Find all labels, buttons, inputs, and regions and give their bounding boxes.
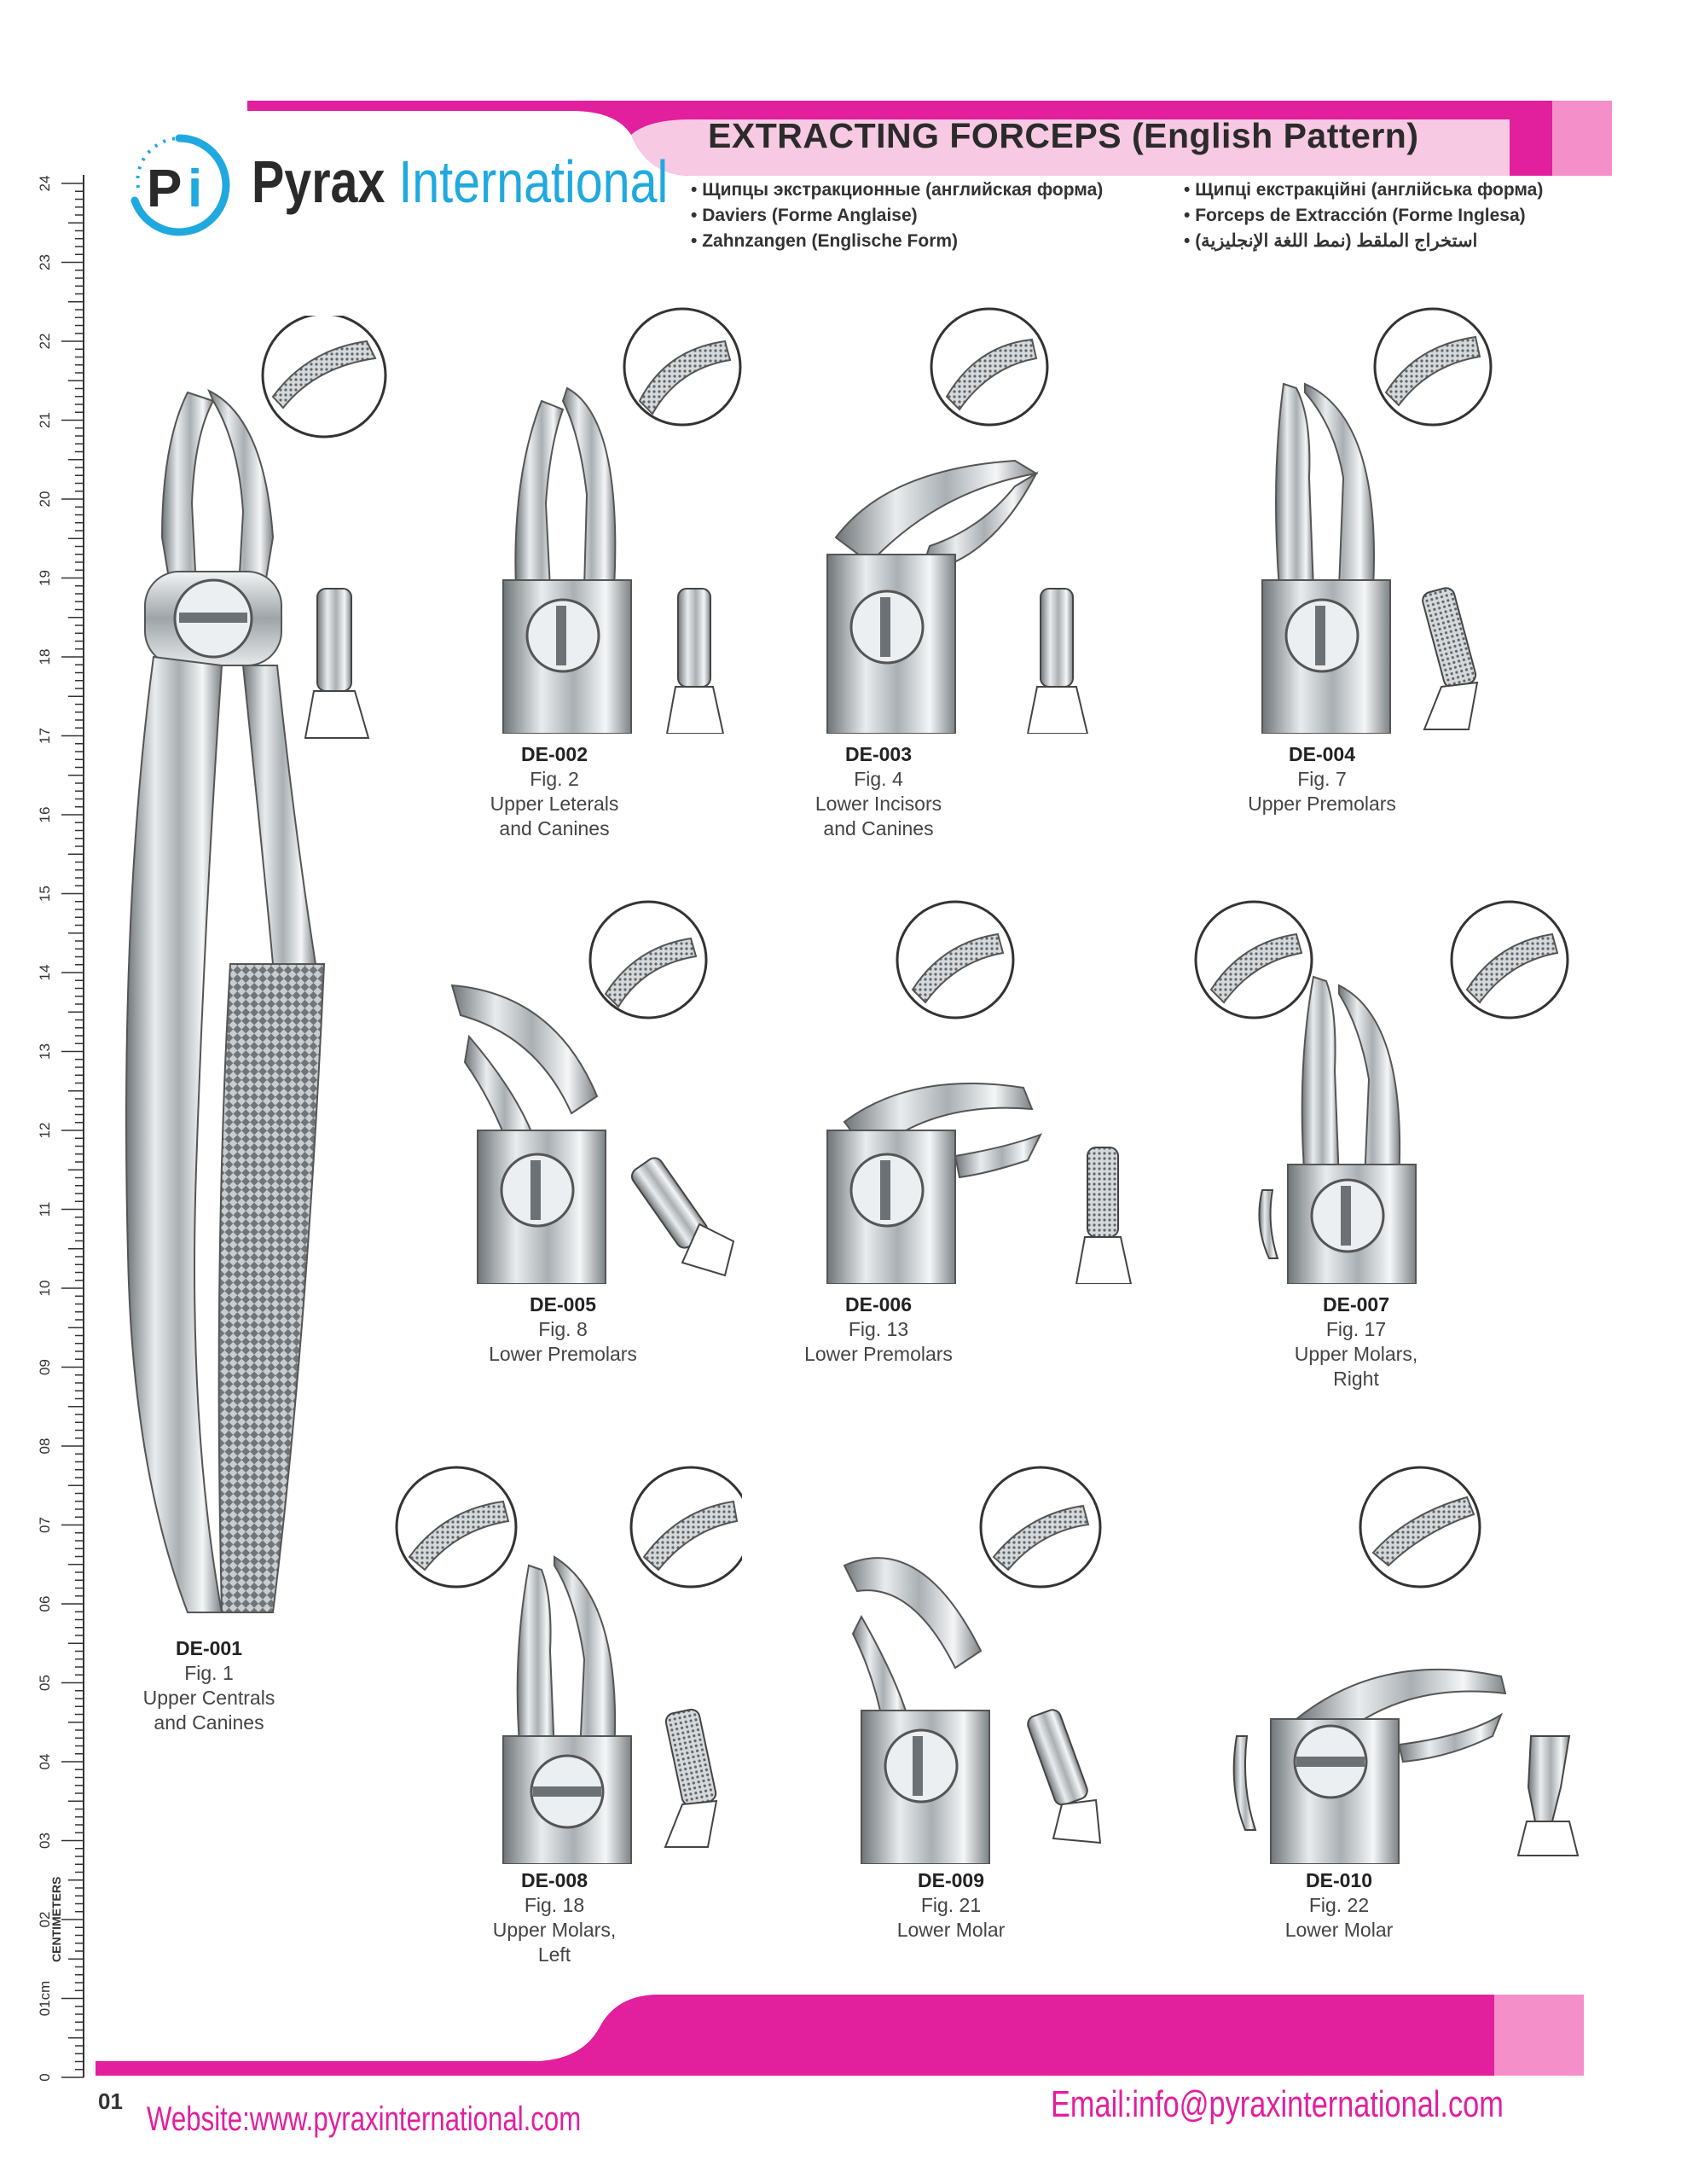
product-description: Right bbox=[1333, 1368, 1379, 1390]
ruler-label: 21 bbox=[37, 412, 53, 428]
product-description: Lower Molar bbox=[896, 1919, 1006, 1941]
forceps-de-003-illustration bbox=[819, 307, 1126, 734]
brand-name-part2: International bbox=[398, 148, 669, 215]
ruler-label: 08 bbox=[37, 1438, 53, 1455]
forceps-de-010-illustration bbox=[1211, 1463, 1586, 1864]
product-description: Lower Incisors bbox=[815, 793, 942, 815]
product-caption-de-006 bbox=[742, 1292, 1015, 1367]
product-figure: Fig. 18 bbox=[524, 1894, 585, 1916]
product-caption-de-009 bbox=[815, 1868, 1087, 1943]
ruler-label: 16 bbox=[37, 806, 53, 823]
ruler-unit-label: CENTIMETERS bbox=[49, 1876, 63, 1962]
language-item: • استخراج الملقط (نمط اللغة الإنجليزية) bbox=[1184, 229, 1543, 254]
product-description: Upper Molars, bbox=[492, 1919, 617, 1941]
forceps-de-002-illustration bbox=[478, 307, 751, 734]
product-figure: Fig. 2 bbox=[530, 768, 579, 790]
language-item: • Щипцы экстракционные (английская форма) bbox=[691, 177, 1103, 203]
ruler-label: 03 bbox=[37, 1833, 53, 1849]
product-description: Upper Premolars bbox=[1248, 793, 1396, 815]
language-list-left bbox=[691, 177, 1103, 254]
company-logo bbox=[119, 128, 669, 239]
email-link[interactable]: Email:info@pyraxinternational.com bbox=[1051, 2083, 1504, 2125]
product-caption-de-008 bbox=[418, 1868, 691, 1967]
product-caption-de-003 bbox=[742, 742, 1015, 841]
product-figure: Fig. 1 bbox=[184, 1662, 234, 1684]
language-item: • Forceps de Extracción (Forme Inglesa) bbox=[1184, 203, 1543, 229]
page-title: EXTRACTING FORCEPS (English Pattern) bbox=[708, 116, 1419, 155]
product-figure: Fig. 22 bbox=[1308, 1894, 1370, 1916]
ruler-label: 12 bbox=[37, 1122, 53, 1139]
ruler-label: 20 bbox=[37, 491, 53, 508]
ruler-label: 05 bbox=[37, 1675, 53, 1691]
language-list-right bbox=[1184, 177, 1543, 254]
centimeter-ruler bbox=[32, 175, 101, 2090]
product-description: and Canines bbox=[823, 817, 934, 839]
ruler-label: 0 bbox=[37, 2073, 53, 2082]
product-figure: Fig. 21 bbox=[920, 1894, 982, 1916]
svg-text:P: P bbox=[147, 160, 183, 218]
product-code: DE-003 bbox=[845, 743, 912, 765]
product-code: DE-007 bbox=[1323, 1293, 1389, 1316]
language-item: • Daviers (Forme Anglaise) bbox=[691, 203, 1103, 229]
ruler-label: 10 bbox=[37, 1280, 53, 1297]
product-description: Lower Premolars bbox=[489, 1343, 637, 1365]
forceps-de-007-illustration bbox=[1177, 900, 1569, 1284]
product-caption-de-005 bbox=[426, 1292, 699, 1367]
language-item: • Zahnzangen (Englische Form) bbox=[691, 229, 1103, 254]
product-caption-de-001 bbox=[72, 1636, 345, 1735]
product-code: DE-010 bbox=[1306, 1869, 1372, 1891]
ruler-label: 02 bbox=[37, 1911, 53, 1928]
product-code: DE-004 bbox=[1289, 743, 1355, 765]
product-caption-de-007 bbox=[1220, 1292, 1493, 1391]
ruler-label: 19 bbox=[37, 570, 53, 586]
product-caption-de-004 bbox=[1186, 742, 1458, 816]
logo-mark-icon bbox=[119, 128, 239, 239]
detail-magnifier-icon bbox=[263, 316, 386, 437]
product-description: Left bbox=[537, 1943, 571, 1966]
language-item: • Щипці екстракційні (англійська форма) bbox=[1184, 177, 1543, 203]
product-figure: Fig. 13 bbox=[848, 1318, 909, 1340]
product-description: Upper Leterals bbox=[490, 793, 619, 815]
product-description: Upper Centrals bbox=[142, 1687, 275, 1709]
page-number: 01 bbox=[98, 2088, 123, 2114]
ruler-label: 11 bbox=[37, 1201, 53, 1217]
forceps-de-005-illustration bbox=[443, 900, 768, 1284]
ruler-label: 04 bbox=[37, 1753, 53, 1770]
ruler-label: 09 bbox=[37, 1359, 53, 1375]
product-caption-de-010 bbox=[1203, 1868, 1475, 1943]
website-link[interactable]: Website:www.pyraxinternational.com bbox=[147, 2100, 582, 2138]
forceps-de-009-illustration bbox=[827, 1463, 1134, 1864]
ruler-label: 14 bbox=[37, 964, 53, 981]
product-code: DE-002 bbox=[521, 743, 588, 765]
product-code: DE-006 bbox=[845, 1293, 912, 1316]
product-figure: Fig. 4 bbox=[854, 768, 903, 790]
tip-profile-icon bbox=[305, 589, 368, 738]
product-figure: Fig. 8 bbox=[538, 1318, 588, 1340]
forceps-de-006-illustration bbox=[810, 900, 1134, 1284]
footer-band bbox=[96, 1995, 1597, 2076]
product-description: Lower Molar bbox=[1284, 1919, 1394, 1941]
product-description: and Canines bbox=[499, 817, 610, 839]
ruler-label: 23 bbox=[37, 254, 53, 270]
forceps-de-001-illustration bbox=[94, 316, 418, 1621]
svg-text:i: i bbox=[188, 160, 203, 218]
product-caption-de-002 bbox=[418, 742, 691, 841]
product-code: DE-008 bbox=[521, 1869, 588, 1891]
ruler-label: 17 bbox=[37, 728, 53, 744]
product-description: Upper Molars, bbox=[1294, 1343, 1418, 1365]
ruler-label: 22 bbox=[37, 333, 53, 350]
product-code: DE-005 bbox=[530, 1293, 596, 1316]
ruler-label: 01cm bbox=[37, 1980, 53, 2017]
product-code: DE-009 bbox=[918, 1869, 984, 1891]
ruler-label: 06 bbox=[37, 1595, 53, 1612]
forceps-de-008-illustration bbox=[384, 1463, 742, 1864]
product-description: Lower Premolars bbox=[804, 1343, 953, 1365]
ruler-label: 13 bbox=[37, 1043, 53, 1060]
svg-text:Pi: Pi bbox=[119, 128, 120, 129]
brand-name-part1: Pyrax bbox=[252, 148, 386, 215]
ruler-label: 24 bbox=[37, 175, 53, 192]
ruler-label: 07 bbox=[37, 1517, 53, 1533]
product-figure: Fig. 7 bbox=[1297, 768, 1347, 790]
product-code: DE-001 bbox=[176, 1637, 242, 1659]
product-description: and Canines bbox=[154, 1711, 264, 1734]
ruler-label: 15 bbox=[37, 886, 53, 902]
forceps-de-004-illustration bbox=[1245, 307, 1518, 734]
product-figure: Fig. 17 bbox=[1325, 1318, 1387, 1340]
ruler-label: 18 bbox=[37, 648, 53, 665]
